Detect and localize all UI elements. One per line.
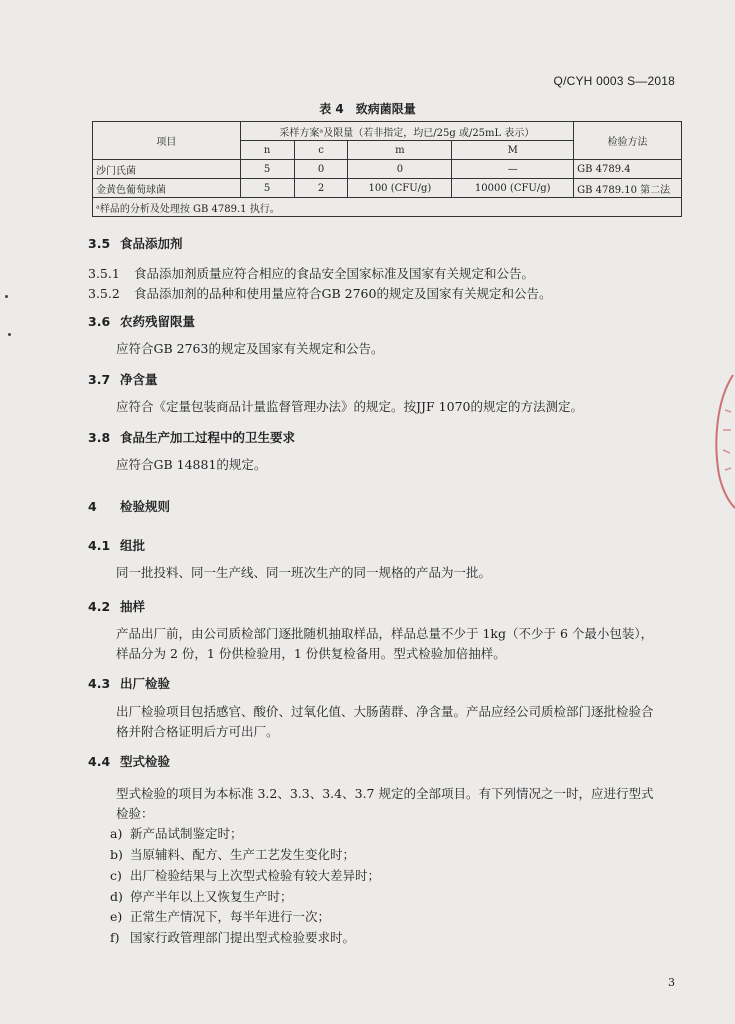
cell-n: 5 — [240, 179, 294, 198]
list-item — [110, 887, 293, 905]
list-marker: b) — [110, 847, 123, 862]
header-method: 检验方法 — [574, 122, 682, 160]
list-item — [110, 928, 355, 946]
list-item — [110, 866, 380, 884]
section-title: 抽样 — [120, 599, 146, 614]
list-marker: c) — [110, 868, 122, 883]
section-title: 食品添加剂 — [120, 236, 183, 251]
section-title: 型式检验 — [120, 754, 171, 769]
list-marker: a) — [110, 826, 123, 841]
header-item: 项目 — [93, 122, 241, 160]
section-4-4-text-line1: 型式检验的项目为本标准 3.2、3.3、3.4、3.7 规定的全部项目。有下列情况之一时，应进行型式 — [116, 786, 654, 801]
section-3-7 — [88, 370, 158, 388]
list-item — [110, 907, 330, 925]
section-4-3-text-line1: 出厂检验项目包括感官、酸价、过氧化值、大肠菌群、净含量。产品应经公司质检部门逐批检验合 — [116, 704, 654, 719]
clause-text: 食品添加剂的品种和使用量应符合GB 2760的规定及国家有关规定和公告。 — [134, 286, 552, 301]
list-text: 新产品试制鉴定时； — [130, 826, 243, 841]
section-3-6-text: 应符合GB 2763的规定及国家有关规定和公告。 — [116, 341, 384, 356]
section-3-8-text: 应符合GB 14881的规定。 — [116, 457, 267, 472]
scan-speck — [8, 333, 11, 336]
clause-3-5-2 — [88, 284, 551, 302]
header-c: c — [294, 141, 348, 160]
section-title: 食品生产加工过程中的卫生要求 — [120, 430, 296, 445]
table-note: ᵃ样品的分析及处理按 GB 4789.1 执行。 — [93, 198, 682, 217]
table-note-row — [93, 198, 682, 217]
section-number: 4.3 — [88, 676, 111, 691]
header-n: n — [240, 141, 294, 160]
section-3-6 — [88, 312, 195, 330]
section-number: 3.7 — [88, 372, 111, 387]
section-4 — [88, 497, 170, 515]
clause-text: 食品添加剂质量应符合相应的食品安全国家标准及国家有关规定和公告。 — [134, 266, 535, 281]
section-title: 检验规则 — [120, 499, 171, 514]
section-number: 3.5 — [88, 236, 111, 251]
list-item — [110, 845, 355, 863]
cell-method: GB 4789.4 — [574, 160, 682, 179]
section-3-7-text: 应符合《定量包装商品计量监督管理办法》的规定。按JJF 1070的规定的方法测定。 — [116, 399, 583, 414]
section-number: 4.1 — [88, 538, 111, 553]
cell-m: 0 — [348, 160, 452, 179]
list-marker: e) — [110, 909, 123, 924]
clause-number: 3.5.2 — [88, 286, 120, 301]
scan-speck — [5, 295, 8, 298]
section-3-8 — [88, 428, 295, 446]
document-code: Q/CYH 0003 S—2018 — [553, 74, 675, 88]
pathogen-limit-table — [92, 121, 682, 217]
section-4-2-text-line1: 产品出厂前，由公司质检部门逐批随机抽取样品，样品总量不少于 1kg（不少于 6 个最小包装）， — [116, 626, 654, 641]
section-4-1-text: 同一批投料、同一生产线、同一班次生产的同一规格的产品为一批。 — [116, 565, 492, 580]
clause-3-5-1 — [88, 264, 534, 282]
cell-n: 5 — [240, 160, 294, 179]
cell-M: — — [452, 160, 574, 179]
section-4-2 — [88, 597, 145, 615]
list-marker: d) — [110, 889, 123, 904]
section-title: 净含量 — [120, 372, 158, 387]
cell-c: 0 — [294, 160, 348, 179]
list-marker: f) — [110, 930, 120, 945]
section-4-3-text-line2: 格并附合格证明后方可出厂。 — [116, 724, 279, 739]
section-title: 出厂检验 — [120, 676, 171, 691]
list-text: 当原辅料、配方、生产工艺发生变化时； — [130, 847, 356, 862]
section-4-3 — [88, 674, 170, 692]
cell-item: 沙门氏菌 — [93, 160, 241, 179]
list-text: 停产半年以上又恢复生产时； — [130, 889, 293, 904]
section-4-2-text-line2: 样品分为 2 份，1 份供检验用，1 份供复检备用。型式检验加倍抽样。 — [116, 646, 506, 661]
list-item — [110, 824, 243, 842]
header-sampling: 采样方案ᵃ及限量（若非指定，均已/25g 或/25mL 表示） — [240, 122, 573, 141]
section-number: 4.2 — [88, 599, 111, 614]
cell-method: GB 4789.10 第二法 — [574, 179, 682, 198]
section-4-4-text-line2: 检验： — [116, 806, 154, 821]
clause-number: 3.5.1 — [88, 266, 120, 281]
list-text: 国家行政管理部门提出型式检验要求时。 — [130, 930, 356, 945]
table-row — [93, 179, 682, 198]
cell-M: 10000 (CFU/g) — [452, 179, 574, 198]
cell-c: 2 — [294, 179, 348, 198]
cell-item: 金黄色葡萄球菌 — [93, 179, 241, 198]
section-3-5 — [88, 234, 183, 252]
header-m: m — [348, 141, 452, 160]
section-4-1 — [88, 536, 145, 554]
section-number: 4 — [88, 499, 97, 514]
section-4-4 — [88, 752, 170, 770]
list-text: 出厂检验结果与上次型式检验有较大差异时； — [130, 868, 381, 883]
page-number: 3 — [668, 976, 675, 989]
section-number: 3.8 — [88, 430, 111, 445]
list-text: 正常生产情况下，每半年进行一次； — [130, 909, 331, 924]
section-number: 4.4 — [88, 754, 111, 769]
section-title: 组批 — [120, 538, 146, 553]
section-number: 3.6 — [88, 314, 111, 329]
seal-stamp-fragment — [705, 370, 735, 510]
header-M: M — [452, 141, 574, 160]
cell-m: 100 (CFU/g) — [348, 179, 452, 198]
table-row — [93, 160, 682, 179]
table-title: 表 4 致病菌限量 — [319, 102, 416, 116]
section-title: 农药残留限量 — [120, 314, 196, 329]
